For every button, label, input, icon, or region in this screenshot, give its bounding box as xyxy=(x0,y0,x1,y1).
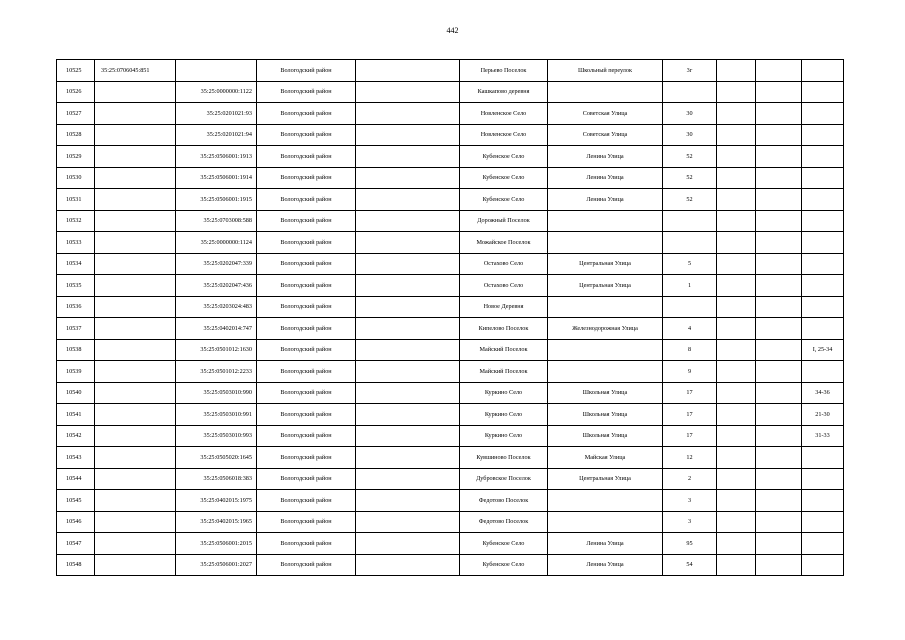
cell-apartment-range xyxy=(802,146,844,168)
cell-cadastral-number-a xyxy=(95,296,176,318)
cell-cadastral-number-b: 35:25:0202047:436 xyxy=(176,275,257,297)
cell-blank-col xyxy=(356,533,460,555)
cell-blank-col xyxy=(356,490,460,512)
cell-extra-col-2 xyxy=(756,275,802,297)
cell-cadastral-number-a xyxy=(95,447,176,469)
cell-district: Вологодский район xyxy=(257,124,356,146)
cell-extra-col-2 xyxy=(756,490,802,512)
cell-extra-col-2 xyxy=(756,189,802,211)
cell-district: Вологодский район xyxy=(257,232,356,254)
cell-cadastral-number-b: 35:25:0402015:1975 xyxy=(176,490,257,512)
cell-record-number: 10530 xyxy=(57,167,95,189)
cell-apartment-range xyxy=(802,318,844,340)
cell-house-number: 4 xyxy=(663,318,717,340)
cell-district: Вологодский район xyxy=(257,339,356,361)
cell-apartment-range xyxy=(802,490,844,512)
cell-cadastral-number-b: 35:25:0202047:339 xyxy=(176,253,257,275)
cell-extra-col-2 xyxy=(756,511,802,533)
table-row xyxy=(57,275,844,297)
cell-extra-col-2 xyxy=(756,103,802,125)
cell-house-number: 2 xyxy=(663,468,717,490)
cell-record-number: 10527 xyxy=(57,103,95,125)
table-row xyxy=(57,339,844,361)
cell-blank-col xyxy=(356,253,460,275)
cell-cadastral-number-a xyxy=(95,253,176,275)
cell-house-number: 30 xyxy=(663,103,717,125)
cell-record-number: 10528 xyxy=(57,124,95,146)
cell-blank-col xyxy=(356,361,460,383)
cell-apartment-range xyxy=(802,232,844,254)
cell-extra-col-1 xyxy=(717,318,756,340)
cell-district: Вологодский район xyxy=(257,253,356,275)
cell-house-number xyxy=(663,81,717,103)
cell-cadastral-number-b: 35:25:0201021:94 xyxy=(176,124,257,146)
cell-record-number: 10544 xyxy=(57,468,95,490)
cell-cadastral-number-b: 35:25:0703008:588 xyxy=(176,210,257,232)
cell-settlement: Кувшиново Поселок xyxy=(460,447,548,469)
cell-apartment-range: 31-33 xyxy=(802,425,844,447)
table-row xyxy=(57,253,844,275)
cell-district: Вологодский район xyxy=(257,554,356,576)
cell-cadastral-number-a xyxy=(95,124,176,146)
cell-cadastral-number-b: 35:25:0000000:1124 xyxy=(176,232,257,254)
cell-extra-col-1 xyxy=(717,103,756,125)
cell-blank-col xyxy=(356,146,460,168)
cell-street xyxy=(548,81,663,103)
cell-street xyxy=(548,296,663,318)
cell-house-number xyxy=(663,210,717,232)
cell-extra-col-1 xyxy=(717,533,756,555)
cell-cadastral-number-b: 35:25:0203024:483 xyxy=(176,296,257,318)
cell-record-number: 10536 xyxy=(57,296,95,318)
cell-street xyxy=(548,339,663,361)
cell-apartment-range xyxy=(802,103,844,125)
cell-record-number: 10529 xyxy=(57,146,95,168)
cell-cadastral-number-b: 35:25:0506001:1915 xyxy=(176,189,257,211)
cell-record-number: 10547 xyxy=(57,533,95,555)
cell-cadastral-number-b: 35:25:0402015:1965 xyxy=(176,511,257,533)
cell-blank-col xyxy=(356,382,460,404)
cell-street xyxy=(548,490,663,512)
cell-cadastral-number-b: 35:25:0503010:990 xyxy=(176,382,257,404)
table-row xyxy=(57,447,844,469)
cell-settlement: Кипелово Поселок xyxy=(460,318,548,340)
cell-blank-col xyxy=(356,189,460,211)
cell-cadastral-number-b: 35:25:0501012:1630 xyxy=(176,339,257,361)
cell-street: Майская Улица xyxy=(548,447,663,469)
cell-district: Вологодский район xyxy=(257,425,356,447)
cell-blank-col xyxy=(356,296,460,318)
cell-street: Советская Улица xyxy=(548,124,663,146)
table-row xyxy=(57,296,844,318)
registry-table xyxy=(56,59,844,576)
table-row xyxy=(57,189,844,211)
cell-blank-col xyxy=(356,447,460,469)
cell-blank-col xyxy=(356,232,460,254)
cell-house-number: 8 xyxy=(663,339,717,361)
cell-record-number: 10546 xyxy=(57,511,95,533)
cell-cadastral-number-b: 35:25:0503010:993 xyxy=(176,425,257,447)
cell-blank-col xyxy=(356,511,460,533)
cell-settlement: Кубенское Село xyxy=(460,146,548,168)
cell-blank-col xyxy=(356,339,460,361)
cell-street: Школьная Улица xyxy=(548,382,663,404)
cell-settlement: Куркино Село xyxy=(460,382,548,404)
cell-extra-col-1 xyxy=(717,404,756,426)
cell-house-number: 52 xyxy=(663,146,717,168)
cell-settlement: Федотово Поселок xyxy=(460,511,548,533)
cell-extra-col-2 xyxy=(756,296,802,318)
cell-cadastral-number-a xyxy=(95,511,176,533)
cell-blank-col xyxy=(356,81,460,103)
cell-blank-col xyxy=(356,167,460,189)
cell-cadastral-number-a xyxy=(95,189,176,211)
cell-apartment-range xyxy=(802,60,844,82)
cell-cadastral-number-a xyxy=(95,81,176,103)
cell-blank-col xyxy=(356,210,460,232)
page-number: 442 xyxy=(446,26,459,35)
cell-extra-col-2 xyxy=(756,533,802,555)
cell-record-number: 10541 xyxy=(57,404,95,426)
cell-extra-col-1 xyxy=(717,490,756,512)
cell-settlement: Кубенское Село xyxy=(460,189,548,211)
cell-cadastral-number-b: 35:25:0402014:747 xyxy=(176,318,257,340)
cell-district: Вологодский район xyxy=(257,60,356,82)
cell-street: Советская Улица xyxy=(548,103,663,125)
cell-settlement: Остахово Село xyxy=(460,275,548,297)
cell-district: Вологодский район xyxy=(257,167,356,189)
cell-settlement: Остахово Село xyxy=(460,253,548,275)
cell-extra-col-2 xyxy=(756,447,802,469)
cell-blank-col xyxy=(356,554,460,576)
cell-blank-col xyxy=(356,103,460,125)
cell-blank-col xyxy=(356,468,460,490)
cell-settlement: Перьево Поселок xyxy=(460,60,548,82)
cell-cadastral-number-b: 35:25:0201021:93 xyxy=(176,103,257,125)
table-row xyxy=(57,124,844,146)
cell-district: Вологодский район xyxy=(257,189,356,211)
cell-record-number: 10525 xyxy=(57,60,95,82)
cell-cadastral-number-a xyxy=(95,490,176,512)
table-row xyxy=(57,318,844,340)
cell-house-number: 1 xyxy=(663,275,717,297)
cell-house-number: 95 xyxy=(663,533,717,555)
cell-cadastral-number-b: 35:25:0506001:2027 xyxy=(176,554,257,576)
cell-cadastral-number-a xyxy=(95,167,176,189)
cell-apartment-range: 34-36 xyxy=(802,382,844,404)
cell-extra-col-1 xyxy=(717,296,756,318)
cell-district: Вологодский район xyxy=(257,275,356,297)
cell-house-number: 17 xyxy=(663,404,717,426)
cell-cadastral-number-b: 35:25:0505020:1645 xyxy=(176,447,257,469)
cell-settlement: Новленское Село xyxy=(460,103,548,125)
cell-district: Вологодский район xyxy=(257,318,356,340)
cell-house-number: 54 xyxy=(663,554,717,576)
cell-settlement: Новленское Село xyxy=(460,124,548,146)
table-row xyxy=(57,81,844,103)
cell-extra-col-1 xyxy=(717,511,756,533)
cell-district: Вологодский район xyxy=(257,447,356,469)
cell-apartment-range xyxy=(802,468,844,490)
cell-cadastral-number-b: 35:25:0506018:383 xyxy=(176,468,257,490)
cell-cadastral-number-b: 35:25:0506001:1913 xyxy=(176,146,257,168)
cell-settlement: Кубенское Село xyxy=(460,167,548,189)
cell-house-number xyxy=(663,232,717,254)
cell-house-number: 5 xyxy=(663,253,717,275)
cell-extra-col-2 xyxy=(756,425,802,447)
cell-extra-col-1 xyxy=(717,361,756,383)
cell-house-number: 3 xyxy=(663,511,717,533)
cell-cadastral-number-a xyxy=(95,361,176,383)
table-row xyxy=(57,60,844,82)
table-row xyxy=(57,232,844,254)
cell-extra-col-1 xyxy=(717,275,756,297)
registry-body xyxy=(57,60,844,576)
cell-district: Вологодский район xyxy=(257,103,356,125)
cell-record-number: 10532 xyxy=(57,210,95,232)
cell-cadastral-number-a xyxy=(95,103,176,125)
cell-record-number: 10538 xyxy=(57,339,95,361)
cell-extra-col-1 xyxy=(717,189,756,211)
cell-cadastral-number-a xyxy=(95,554,176,576)
cell-extra-col-2 xyxy=(756,167,802,189)
table-row xyxy=(57,511,844,533)
cell-extra-col-2 xyxy=(756,60,802,82)
cell-cadastral-number-a xyxy=(95,318,176,340)
cell-record-number: 10535 xyxy=(57,275,95,297)
cell-apartment-range xyxy=(802,210,844,232)
cell-extra-col-1 xyxy=(717,339,756,361)
table-row xyxy=(57,361,844,383)
cell-apartment-range xyxy=(802,275,844,297)
cell-house-number: 30 xyxy=(663,124,717,146)
cell-district: Вологодский район xyxy=(257,511,356,533)
cell-record-number: 10540 xyxy=(57,382,95,404)
cell-blank-col xyxy=(356,318,460,340)
cell-cadastral-number-a xyxy=(95,468,176,490)
cell-district: Вологодский район xyxy=(257,210,356,232)
table-row xyxy=(57,382,844,404)
cell-district: Вологодский район xyxy=(257,81,356,103)
cell-record-number: 10545 xyxy=(57,490,95,512)
cell-street: Центральная Улица xyxy=(548,275,663,297)
cell-cadastral-number-a xyxy=(95,232,176,254)
cell-extra-col-1 xyxy=(717,60,756,82)
table-row xyxy=(57,554,844,576)
cell-record-number: 10543 xyxy=(57,447,95,469)
cell-street xyxy=(548,361,663,383)
cell-apartment-range xyxy=(802,189,844,211)
table-row xyxy=(57,425,844,447)
cell-extra-col-2 xyxy=(756,554,802,576)
cell-extra-col-2 xyxy=(756,404,802,426)
cell-settlement: Куркино Село xyxy=(460,404,548,426)
cell-street: Школьный переулок xyxy=(548,60,663,82)
cell-extra-col-1 xyxy=(717,81,756,103)
table-row xyxy=(57,103,844,125)
cell-settlement: Можайское Поселок xyxy=(460,232,548,254)
cell-district: Вологодский район xyxy=(257,146,356,168)
cell-cadastral-number-b: 35:25:0501012:2233 xyxy=(176,361,257,383)
cell-district: Вологодский район xyxy=(257,296,356,318)
cell-district: Вологодский район xyxy=(257,533,356,555)
cell-street xyxy=(548,210,663,232)
cell-settlement: Дубровское Поселок xyxy=(460,468,548,490)
cell-blank-col xyxy=(356,124,460,146)
cell-street xyxy=(548,511,663,533)
cell-extra-col-2 xyxy=(756,210,802,232)
cell-settlement: Новое Деревня xyxy=(460,296,548,318)
cell-record-number: 10526 xyxy=(57,81,95,103)
cell-street: Ленина Улица xyxy=(548,533,663,555)
cell-settlement: Федотово Поселок xyxy=(460,490,548,512)
cell-extra-col-1 xyxy=(717,447,756,469)
cell-apartment-range xyxy=(802,124,844,146)
cell-settlement: Кубенское Село xyxy=(460,533,548,555)
cell-house-number: 3г xyxy=(663,60,717,82)
cell-extra-col-2 xyxy=(756,382,802,404)
cell-district: Вологодский район xyxy=(257,361,356,383)
cell-street: Ленина Улица xyxy=(548,167,663,189)
cell-street: Школьная Улица xyxy=(548,404,663,426)
table-row xyxy=(57,404,844,426)
cell-house-number: 52 xyxy=(663,167,717,189)
cell-street: Ленина Улица xyxy=(548,554,663,576)
cell-extra-col-2 xyxy=(756,81,802,103)
cell-cadastral-number-a xyxy=(95,146,176,168)
cell-record-number: 10534 xyxy=(57,253,95,275)
cell-house-number: 17 xyxy=(663,425,717,447)
cell-street: Центральная Улица xyxy=(548,468,663,490)
cell-settlement: Майский Поселок xyxy=(460,361,548,383)
table-row xyxy=(57,210,844,232)
cell-record-number: 10539 xyxy=(57,361,95,383)
cell-settlement: Дорожный Поселок xyxy=(460,210,548,232)
cell-cadastral-number-b xyxy=(176,60,257,82)
cell-blank-col xyxy=(356,60,460,82)
cell-house-number: 52 xyxy=(663,189,717,211)
cell-apartment-range xyxy=(802,167,844,189)
cell-street: Центральная Улица xyxy=(548,253,663,275)
cell-blank-col xyxy=(356,425,460,447)
cell-extra-col-1 xyxy=(717,167,756,189)
cell-apartment-range xyxy=(802,361,844,383)
cell-settlement: Майский Поселок xyxy=(460,339,548,361)
cell-cadastral-number-b: 35:25:0503010:991 xyxy=(176,404,257,426)
cell-cadastral-number-b: 35:25:0506001:1914 xyxy=(176,167,257,189)
cell-extra-col-1 xyxy=(717,382,756,404)
cell-district: Вологодский район xyxy=(257,468,356,490)
cell-apartment-range: I, 25-34 xyxy=(802,339,844,361)
cell-apartment-range xyxy=(802,511,844,533)
cell-apartment-range: 21-30 xyxy=(802,404,844,426)
cell-extra-col-1 xyxy=(717,124,756,146)
cell-settlement: Кубенское Село xyxy=(460,554,548,576)
cell-settlement: Кашкапово деревня xyxy=(460,81,548,103)
cell-extra-col-1 xyxy=(717,146,756,168)
cell-extra-col-1 xyxy=(717,468,756,490)
cell-house-number: 12 xyxy=(663,447,717,469)
cell-record-number: 10542 xyxy=(57,425,95,447)
cell-house-number: 9 xyxy=(663,361,717,383)
cell-extra-col-2 xyxy=(756,318,802,340)
table-row xyxy=(57,468,844,490)
cell-blank-col xyxy=(356,404,460,426)
cell-extra-col-1 xyxy=(717,554,756,576)
table-row xyxy=(57,490,844,512)
table-row xyxy=(57,167,844,189)
cell-extra-col-2 xyxy=(756,339,802,361)
cell-extra-col-1 xyxy=(717,210,756,232)
cell-house-number: 3 xyxy=(663,490,717,512)
cell-extra-col-1 xyxy=(717,232,756,254)
cell-house-number xyxy=(663,296,717,318)
cell-street: Железнодорожная Улица xyxy=(548,318,663,340)
cell-record-number: 10531 xyxy=(57,189,95,211)
cell-cadastral-number-a: 35:25:0706045:851 xyxy=(95,60,176,82)
table-row xyxy=(57,146,844,168)
cell-blank-col xyxy=(356,275,460,297)
cell-street: Ленина Улица xyxy=(548,189,663,211)
cell-extra-col-2 xyxy=(756,124,802,146)
cell-extra-col-2 xyxy=(756,253,802,275)
cell-apartment-range xyxy=(802,253,844,275)
cell-apartment-range xyxy=(802,447,844,469)
cell-street xyxy=(548,232,663,254)
cell-apartment-range xyxy=(802,296,844,318)
cell-apartment-range xyxy=(802,554,844,576)
cell-cadastral-number-a xyxy=(95,404,176,426)
cell-cadastral-number-a xyxy=(95,533,176,555)
cell-cadastral-number-a xyxy=(95,275,176,297)
cell-extra-col-2 xyxy=(756,232,802,254)
cell-record-number: 10548 xyxy=(57,554,95,576)
cell-cadastral-number-b: 35:25:0506001:2015 xyxy=(176,533,257,555)
cell-cadastral-number-a xyxy=(95,425,176,447)
cell-apartment-range xyxy=(802,81,844,103)
cell-settlement: Куркино Село xyxy=(460,425,548,447)
cell-district: Вологодский район xyxy=(257,404,356,426)
cell-district: Вологодский район xyxy=(257,490,356,512)
cell-cadastral-number-a xyxy=(95,382,176,404)
cell-cadastral-number-a xyxy=(95,210,176,232)
cell-record-number: 10537 xyxy=(57,318,95,340)
cell-extra-col-2 xyxy=(756,468,802,490)
cell-cadastral-number-a xyxy=(95,339,176,361)
cell-apartment-range xyxy=(802,533,844,555)
cell-record-number: 10533 xyxy=(57,232,95,254)
cell-cadastral-number-b: 35:25:0000000:1122 xyxy=(176,81,257,103)
cell-district: Вологодский район xyxy=(257,382,356,404)
cell-street: Школьная Улица xyxy=(548,425,663,447)
cell-extra-col-2 xyxy=(756,361,802,383)
cell-extra-col-2 xyxy=(756,146,802,168)
cell-extra-col-1 xyxy=(717,425,756,447)
cell-street: Ленина Улица xyxy=(548,146,663,168)
cell-house-number: 17 xyxy=(663,382,717,404)
cell-extra-col-1 xyxy=(717,253,756,275)
table-row xyxy=(57,533,844,555)
